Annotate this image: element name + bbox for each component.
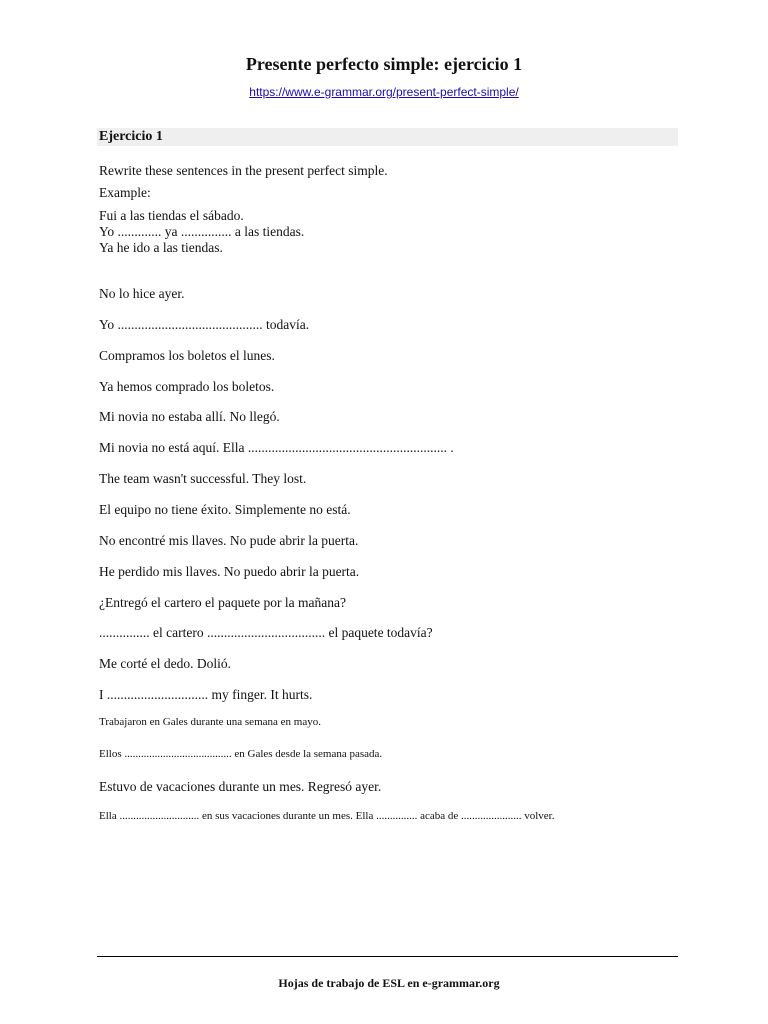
exercise-sentence: Trabajaron en Gales durante una semana en mayo.: [99, 716, 321, 728]
section-title: Ejercicio 1: [99, 129, 163, 144]
exercise-sentence: Ella ............................. en sus vacaciones durante un mes. Ella ............... acaba de ...................... volver.: [99, 810, 555, 822]
exercise-sentence: El equipo no tiene éxito. Simplemente no está.: [99, 502, 351, 517]
section-header: [97, 128, 678, 146]
page-title: Presente perfecto simple: ejercicio 1: [245, 54, 523, 74]
source-link[interactable]: https://www.e-grammar.org/present-perfect-simple/: [249, 85, 519, 99]
exercise-sentence: I .............................. my finger. It hurts.: [99, 687, 313, 702]
exercise-sentence: No lo hice ayer.: [99, 286, 185, 301]
exercise-sentence: ¿Entregó el cartero el paquete por la mañana?: [99, 595, 346, 610]
exercise-sentence: No encontré mis llaves. No pude abrir la puerta.: [99, 533, 359, 548]
example-label: Example:: [99, 185, 151, 200]
example-block: [99, 208, 304, 256]
example-line: Ya he ido a las tiendas.: [99, 240, 223, 255]
instruction-text: Rewrite these sentences in the present perfect simple.: [99, 163, 388, 178]
exercise-sentence: Mi novia no estaba allí. No llegó.: [99, 409, 280, 424]
example-line: Fui a las tiendas el sábado.: [99, 208, 244, 223]
exercise-sentence: Ellos ....................................... en Gales desde la semana pasada.: [99, 748, 383, 760]
exercise-sentence: The team wasn't successful. They lost.: [99, 471, 307, 486]
example-line: Yo ............. ya ............... a las tiendas.: [99, 224, 305, 239]
footer-divider: [97, 956, 678, 957]
exercise-sentence: He perdido mis llaves. No puedo abrir la puerta.: [99, 564, 360, 579]
exercise-sentence: Compramos los boletos el lunes.: [99, 348, 275, 363]
exercise-sentence: Yo ........................................... todavía.: [99, 317, 310, 332]
exercise-sentence: ............... el cartero ................................... el paquete todavía?: [99, 625, 433, 640]
footer-text: Hojas de trabajo de ESL en e-grammar.org: [278, 976, 500, 990]
exercise-sentence: Ya hemos comprado los boletos.: [99, 379, 275, 394]
exercise-sentence: Mi novia no está aquí. Ella ........................................................... .: [99, 440, 454, 455]
exercise-sentence: Me corté el dedo. Dolió.: [99, 656, 231, 671]
exercise-sentence: Estuvo de vacaciones durante un mes. Regresó ayer.: [99, 779, 382, 794]
